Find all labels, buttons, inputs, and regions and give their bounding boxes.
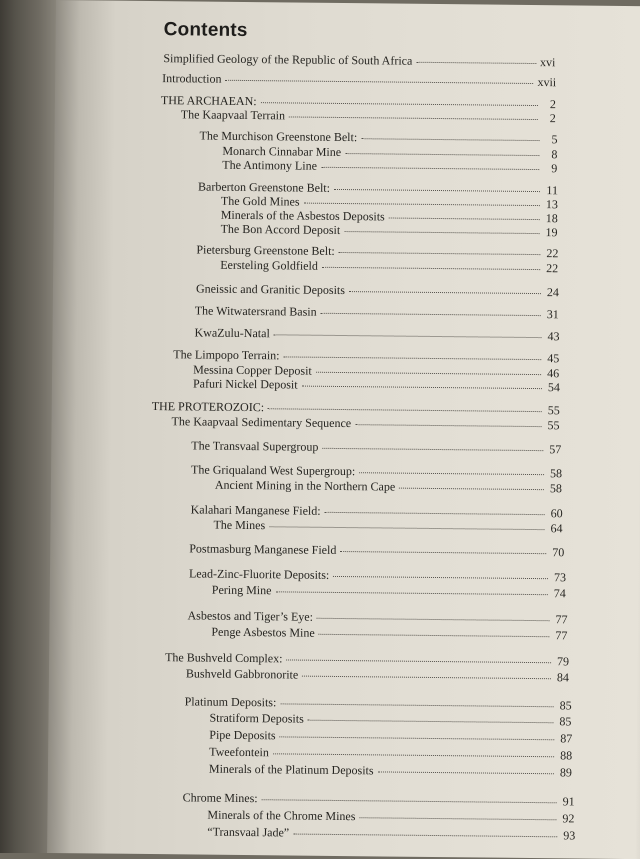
dot-leader — [317, 618, 550, 621]
dot-leader — [322, 448, 543, 451]
toc-entry-title: The Kaapvaal Sedimentary Sequence — [171, 414, 352, 431]
dot-leader — [389, 217, 540, 220]
toc-entry — [187, 608, 567, 626]
toc-entry — [215, 478, 562, 496]
toc-entry — [209, 745, 572, 763]
toc-page-number: 2 — [549, 97, 557, 112]
toc-entry-title: The Griqualand West Supergroup: — [191, 462, 356, 479]
toc-page-number: 89 — [559, 765, 573, 780]
toc-entry — [213, 518, 562, 536]
toc-entry-title: THE ARCHAEAN: — [160, 93, 257, 109]
toc-entry-title: Bushveld Gabbronorite — [185, 666, 299, 682]
toc-page-number: 55 — [547, 418, 560, 433]
dot-leader — [284, 356, 542, 360]
toc-page-number: 60 — [550, 506, 563, 521]
dot-leader — [316, 372, 541, 375]
toc-entry-title: Lead-Zinc-Fluorite Deposits: — [188, 566, 330, 582]
toc-page-number: 88 — [560, 748, 573, 763]
toc-entry — [209, 762, 572, 780]
toc-entry-title: Pering Mine — [211, 582, 272, 598]
dot-leader — [289, 116, 538, 120]
toc-page-number: 77 — [555, 612, 568, 627]
toc-entry — [222, 158, 557, 176]
toc-entry — [196, 281, 559, 299]
dot-leader — [268, 408, 542, 412]
page-edge-shadow — [635, 6, 640, 859]
toc-entry — [165, 650, 569, 668]
toc-entry-title: Pietersburg Greenstone Belt: — [196, 242, 335, 258]
dot-leader — [339, 252, 541, 255]
toc-entry-title: The Transvaal Supergroup — [191, 438, 319, 454]
toc-entry-title: The Limpopo Terrain: — [173, 347, 280, 363]
toc-entry — [221, 222, 558, 240]
toc-entry-title: Tweefontein — [209, 744, 270, 760]
toc-entry-title: The Murchison Greenstone Belt: — [199, 128, 358, 145]
toc-page-number: 84 — [556, 670, 570, 685]
toc-entry-title: Pipe Deposits — [209, 727, 276, 743]
dot-leader — [302, 676, 551, 680]
toc-page-number: 70 — [552, 545, 565, 560]
toc-entry-title: The Kaapvaal Terrain — [180, 107, 286, 123]
dot-leader — [319, 634, 550, 637]
toc-entry-title: Asbestos and Tiger’s Eye: — [187, 608, 314, 624]
dot-leader — [293, 834, 557, 838]
dot-leader — [262, 799, 557, 803]
toc-page-number: 22 — [546, 246, 559, 261]
toc-page-number: 85 — [559, 714, 572, 729]
toc-page-number: 85 — [559, 698, 572, 713]
toc-entry — [194, 325, 559, 343]
toc-entry-title: “Transvaal Jade” — [207, 824, 290, 840]
dot-leader — [355, 424, 541, 427]
dot-leader — [225, 80, 533, 84]
dot-leader — [334, 189, 540, 192]
toc-entry-title: THE PROTEROZOIC: — [151, 399, 265, 415]
dot-leader — [359, 472, 544, 475]
dot-leader — [345, 153, 539, 156]
toc-entry-title: Minerals of the Asbestos Deposits — [220, 207, 385, 224]
dot-leader — [286, 659, 551, 663]
toc-page-number: 8 — [551, 147, 558, 162]
toc-entry-title: Simplified Geology of the Republic of South Africa — [163, 51, 413, 68]
toc-page-number: 19 — [545, 225, 558, 240]
toc-page-number: 43 — [547, 329, 560, 344]
toc-page-number: 46 — [547, 366, 560, 381]
toc-entry-title: Minerals of the Chrome Mines — [207, 807, 356, 824]
dot-leader — [340, 551, 546, 554]
toc-page-number: 92 — [562, 811, 575, 826]
toc-entry — [189, 541, 564, 559]
toc-page-number: 55 — [547, 403, 560, 418]
toc-entry — [207, 808, 574, 826]
toc-entry — [209, 711, 571, 729]
toc-page-number: 22 — [546, 261, 559, 276]
toc-entry-title: Ancient Mining in the Northern Cape — [214, 477, 396, 494]
toc-entry-title: Eersteling Goldfield — [220, 257, 318, 273]
page-title: Contents — [163, 19, 248, 42]
dot-leader — [399, 488, 544, 491]
dot-leader — [344, 231, 539, 234]
dot-leader — [275, 591, 547, 595]
toc-page-number: 54 — [547, 380, 561, 395]
toc-entry — [186, 666, 569, 684]
toc-entry — [163, 51, 555, 69]
dot-leader — [361, 138, 539, 141]
dot-leader — [416, 62, 536, 64]
toc-page-number: 77 — [555, 628, 568, 643]
toc-entry — [193, 376, 560, 394]
toc-entry — [220, 258, 558, 276]
dot-leader — [322, 267, 540, 270]
toc-entry-title: Stratiform Deposits — [209, 710, 304, 726]
toc-entry — [212, 583, 566, 601]
toc-entry — [183, 790, 575, 808]
toc-entry-title: The Antimony Line — [222, 157, 318, 173]
dot-leader — [273, 753, 554, 757]
dot-leader — [321, 313, 541, 316]
toc-page-number: 79 — [557, 654, 570, 669]
dot-leader — [325, 512, 545, 515]
dot-leader — [261, 102, 538, 106]
toc-entry — [211, 625, 567, 643]
toc-page-number: xvii — [537, 75, 557, 90]
toc-entry-title: Chrome Mines: — [182, 790, 258, 806]
toc-entry-title: Monarch Cinnabar Mine — [222, 143, 342, 159]
dot-leader — [304, 203, 540, 206]
toc-entry-title: Messina Copper Deposit — [193, 362, 312, 378]
toc-entry-title: The Bushveld Complex: — [165, 650, 283, 666]
toc-entry-title: The Witwatersrand Basin — [194, 303, 317, 319]
toc-entry-title: The Bon Accord Deposit — [220, 221, 341, 237]
toc-entry — [189, 566, 566, 584]
toc-entry — [162, 71, 556, 89]
toc-entry-title: Postmasburg Manganese Field — [189, 541, 337, 557]
toc-entry-title: Platinum Deposits: — [184, 694, 277, 710]
dot-leader — [280, 736, 555, 740]
toc-entry — [209, 728, 572, 746]
toc-entry — [181, 107, 556, 125]
dot-leader — [308, 720, 554, 724]
dot-leader — [349, 291, 541, 294]
toc-entry — [195, 303, 559, 321]
toc-page-number: 57 — [549, 442, 562, 457]
dot-leader — [269, 526, 544, 530]
toc-page-number: 74 — [553, 586, 566, 601]
toc-page-number: 5 — [551, 132, 558, 147]
toc-entry-title: Penge Asbestos Mine — [211, 624, 315, 640]
dot-leader — [274, 334, 542, 338]
toc-page-number: 2 — [549, 111, 556, 126]
toc-page-number: 13 — [545, 197, 558, 212]
toc-entry-title: Pafuri Nickel Deposit — [192, 376, 298, 392]
dot-leader — [321, 167, 539, 170]
toc-entry-title: KwaZulu-Natal — [194, 325, 270, 341]
toc-page-number: 24 — [546, 285, 560, 300]
dot-leader — [359, 817, 556, 820]
toc-page-number: 18 — [545, 211, 558, 226]
toc-page-number: 9 — [551, 161, 558, 176]
toc-entry-title: Minerals of the Platinum Deposits — [208, 761, 374, 778]
toc-entry-title: Introduction — [162, 71, 222, 86]
toc-page-number: 31 — [546, 307, 559, 322]
toc-entry — [185, 694, 572, 712]
toc-entry-title: Barberton Greenstone Belt: — [197, 179, 331, 195]
toc-page-number: 93 — [563, 828, 576, 843]
toc-entry-title: The Gold Mines — [220, 193, 300, 209]
toc-entry — [172, 414, 560, 432]
toc-page-number: 11 — [546, 183, 559, 198]
dot-leader — [302, 386, 542, 390]
toc-entry — [191, 438, 561, 456]
toc-page-number: xvi — [539, 55, 556, 70]
toc-page-number: 58 — [549, 481, 562, 496]
toc-page-number: 87 — [560, 731, 573, 746]
book-page — [47, 0, 640, 859]
dot-leader — [378, 771, 554, 774]
dot-leader — [280, 703, 553, 707]
dot-leader — [333, 576, 548, 579]
toc-entry-title: Kalahari Manganese Field: — [190, 502, 321, 518]
toc-page-number: 73 — [553, 570, 567, 585]
toc-entry-title: Gneissic and Granitic Deposits — [195, 281, 346, 298]
toc-page-number: 64 — [550, 521, 563, 536]
toc-page-number: 58 — [549, 466, 563, 481]
toc-page-number: 45 — [547, 351, 560, 366]
toc-entry — [207, 825, 575, 843]
toc-entry-title: The Mines — [213, 517, 266, 533]
toc-page-number: 91 — [562, 794, 575, 809]
